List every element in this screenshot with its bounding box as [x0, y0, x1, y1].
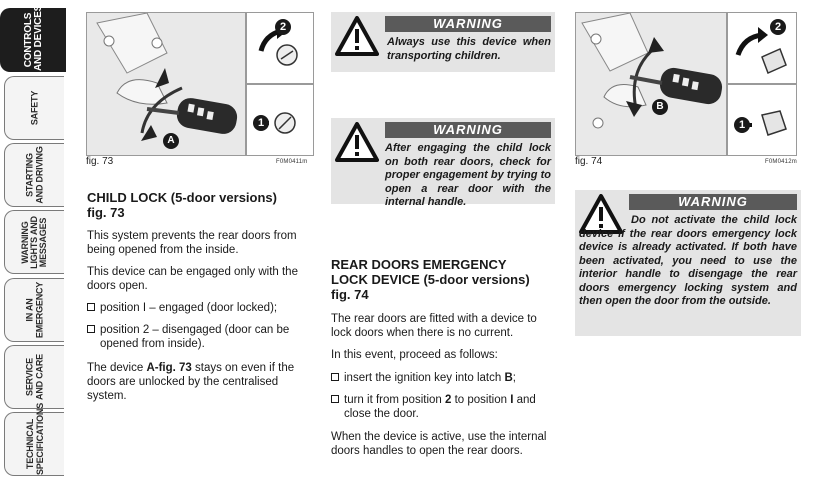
figure-74-main-illustration — [575, 12, 727, 156]
tab-label: AND DEVICES — [32, 4, 44, 71]
callout-b: B — [652, 99, 668, 115]
warning-box-2 — [331, 118, 555, 208]
para-text: The device — [87, 362, 147, 374]
warning-box-3 — [575, 190, 801, 336]
checkbox-bullet-icon — [87, 325, 95, 333]
checkbox-bullet-icon — [87, 303, 95, 311]
figure-73-inset-position-1 — [246, 84, 314, 156]
tab-label: STARTING — [24, 153, 35, 197]
position-1-badge: 1 — [734, 117, 750, 133]
para-text: stays on even if the doors are unlocked by the centralised system. — [87, 362, 295, 402]
tab-label: AND DRIVING — [34, 146, 45, 204]
emergency-lock-title: LOCK DEVICE — [331, 272, 420, 287]
warning-text-2: After engaging the child lock on both rear doors, check for proper engagement by trying to open a rear door with the internal handle. — [385, 142, 551, 208]
emergency-lock-bullet-2 — [331, 393, 557, 421]
tab-technical-specifications[interactable] — [4, 402, 64, 476]
warning-triangle-icon — [335, 16, 379, 56]
child-lock-paragraph-2: This device can be engaged only with the doors open. — [87, 266, 298, 292]
tab-in-an-emergency[interactable] — [4, 278, 64, 342]
checkbox-bullet-icon — [331, 373, 339, 381]
bullet-ref: I — [510, 394, 514, 406]
tab-label: MESSAGES — [38, 217, 48, 267]
emergency-lock-title: REAR DOORS EMERGENCY — [331, 257, 507, 272]
bullet-ref: B — [504, 372, 513, 384]
tab-label: SAFETY — [29, 90, 40, 126]
tab-label: TECHNICAL — [24, 418, 35, 470]
bullet-text: to position — [451, 394, 511, 406]
child-lock-paragraph-1: This system prevents the rear doors from being opened from the inside. — [87, 230, 297, 256]
figure-74-code: F0M0412m — [765, 159, 797, 165]
warning-text-1: Always use this device when transporting children. — [387, 36, 551, 62]
child-lock-title-suffix: (5-door versions) — [170, 190, 277, 205]
latch-position-2-illustration — [728, 13, 796, 83]
bullet-text: ; — [512, 372, 516, 384]
bullet-text: insert the ignition key into latch — [344, 372, 505, 384]
child-lock-bullet-1 — [87, 301, 313, 315]
warning-text-3: Do not activate the child lock device if the rear doors emergency lock device is already activated. If both have been activated, you need to use the interior handle to disengage the rear doors emergency locking system and then open the door from the outside. — [579, 214, 797, 307]
child-lock-fig-ref: fig. 73 — [87, 205, 125, 220]
tab-warning-lights-and-messages[interactable] — [4, 210, 64, 274]
warning-triangle-icon — [335, 122, 379, 162]
emergency-lock-paragraph-2: In this event, proceed as follows: — [331, 349, 498, 361]
figure-74 — [575, 12, 801, 168]
bullet-text: turn it from position — [344, 394, 445, 406]
figure-73-inset-position-2 — [246, 12, 314, 84]
tab-label: IN AN — [24, 298, 35, 322]
tab-label: AND CARE — [34, 354, 45, 400]
figure-73-code: F0M0411m — [276, 159, 308, 165]
para-ref: A-fig. 73 — [146, 362, 192, 374]
bullet-text: and close the door. — [344, 394, 536, 420]
tab-label: CONTROLS — [22, 12, 34, 68]
position-2-badge: 2 — [770, 19, 786, 35]
warning-title: WARNING — [629, 194, 797, 210]
figure-74-caption: fig. 74 — [575, 156, 603, 167]
position-2-badge: 2 — [275, 19, 291, 35]
door-latch-key-illustration — [576, 13, 726, 155]
child-lock-bullet-2 — [87, 323, 313, 351]
bullet-text: position I – engaged (door locked); — [100, 302, 278, 314]
emergency-lock-bullet-1 — [331, 371, 557, 385]
emergency-lock-heading — [331, 257, 561, 302]
tab-service-and-care[interactable] — [4, 345, 64, 409]
emergency-lock-title-suffix: (5-door versions) — [423, 272, 530, 287]
callout-a: A — [163, 133, 179, 149]
child-lock-title: CHILD LOCK — [87, 190, 168, 205]
figure-74-inset-position-2 — [727, 12, 797, 84]
checkbox-bullet-icon — [331, 395, 339, 403]
child-lock-paragraph-3 — [87, 361, 313, 403]
position-1-badge: 1 — [253, 115, 269, 131]
bullet-ref: 2 — [444, 394, 452, 406]
emergency-lock-fig-ref: fig. 74 — [331, 287, 369, 302]
warning-title: WARNING — [385, 16, 551, 32]
tab-starting-and-driving[interactable] — [4, 143, 64, 207]
warning-box-1 — [331, 12, 555, 72]
child-lock-heading — [87, 190, 327, 220]
figure-73-caption: fig. 73 — [86, 156, 114, 167]
tab-label: SERVICE — [24, 358, 35, 396]
figure-74-inset-position-1 — [727, 84, 797, 156]
bullet-text: position 2 – disengaged (door can be opened from inside). — [100, 324, 290, 350]
tab-label: WARNING — [20, 220, 30, 264]
figure-73 — [86, 12, 314, 168]
figure-73-main-illustration — [86, 12, 246, 156]
emergency-lock-paragraph-1: The rear doors are fitted with a device to lock doors when there is no current. — [331, 313, 537, 339]
tab-label: EMERGENCY — [34, 281, 45, 339]
tab-safety[interactable] — [4, 76, 64, 140]
warning-title: WARNING — [385, 122, 551, 138]
tab-label: LIGHTS AND — [29, 215, 39, 269]
tab-controls-and-devices[interactable] — [0, 4, 66, 72]
tab-label: SPECIFICATIONS — [34, 402, 45, 475]
emergency-lock-paragraph-3: When the device is active, use the internal doors handles to open the rear doors. — [331, 431, 547, 457]
